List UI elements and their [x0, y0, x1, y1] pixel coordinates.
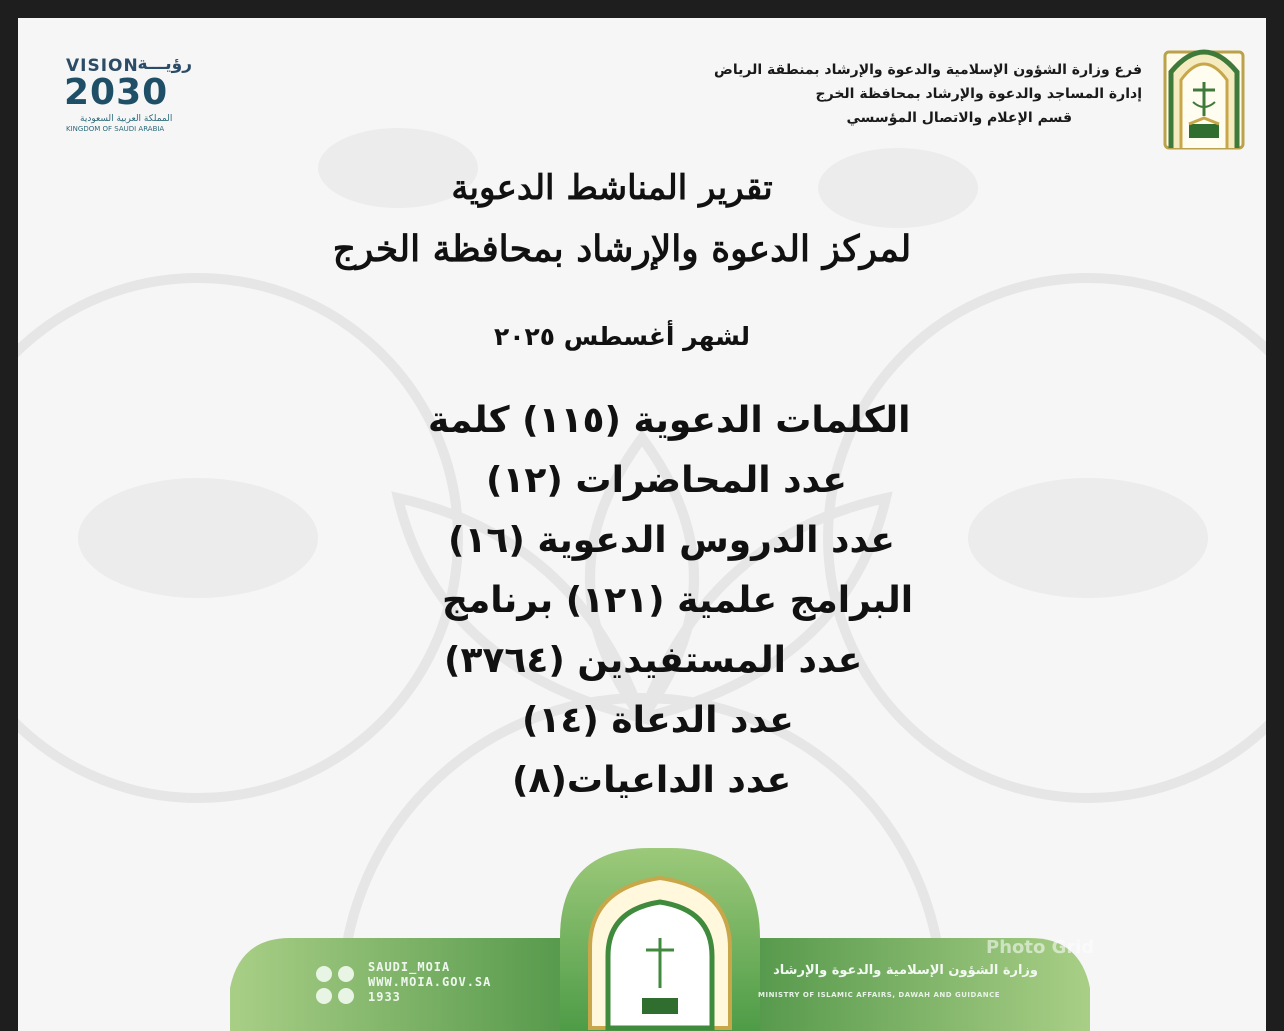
header-line-department: إدارة المساجد والدعوة والإرشاد بمحافظة الخرج	[815, 86, 1142, 102]
facebook-icon	[316, 988, 332, 1004]
footer-website: WWW.MOIA.GOV.SA	[368, 975, 492, 989]
header-line-section: قسم الإعلام والاتصال المؤسسي	[846, 110, 1072, 126]
vision-label: VISION	[66, 56, 139, 76]
app-watermark: Photo Grid	[986, 937, 1095, 958]
social-icons	[314, 964, 358, 1008]
vision-2030-logo	[62, 54, 192, 134]
stat-sermons: الكلمات الدعوية (١١٥) كلمة	[428, 400, 911, 441]
footer-contact	[368, 960, 491, 1005]
stat-programs: البرامج علمية (١٢١) برنامج	[442, 580, 914, 621]
vision-country-en: KINGDOM OF SAUDI ARABIA	[66, 125, 165, 133]
footer-ministry-ar: وزارة الشؤون الإسلامية والدعوة والإرشاد	[773, 963, 1038, 978]
stat-lectures: عدد المحاضرات (١٢)	[486, 460, 847, 501]
footer-banner	[230, 838, 1090, 1031]
instagram-icon	[316, 966, 332, 982]
stat-beneficiaries: عدد المستفيدين (٣٧٦٤)	[444, 640, 863, 681]
report-card	[18, 18, 1266, 1031]
footer-number: 1933	[368, 990, 401, 1004]
report-title: تقرير المناشط الدعوية	[451, 168, 773, 208]
vision-year: 2030	[64, 72, 169, 113]
whatsapp-icon	[338, 988, 354, 1004]
stat-female-preachers: عدد الداعيات(٨)	[512, 760, 792, 801]
header-line-branch: فرع وزارة الشؤون الإسلامية والدعوة والإرشاد بمنطقة الرياض	[714, 62, 1142, 78]
ministry-header	[682, 58, 1142, 130]
report-month: لشهر أغسطس ٢٠٢٥	[493, 322, 751, 351]
footer-ministry-en: MINISTRY OF ISLAMIC AFFAIRS, DAWAH AND GUIDANCE	[758, 991, 1001, 999]
footer-handle: SAUDI_MOIA	[368, 960, 451, 974]
report-subtitle: لمركز الدعوة والإرشاد بمحافظة الخرج	[332, 228, 912, 270]
vision-country-ar: المملكة العربية السعودية	[80, 114, 173, 124]
snapchat-icon	[338, 966, 354, 982]
stat-male-preachers: عدد الدعاة (١٤)	[522, 700, 794, 741]
vision-label-ar: رؤيـــة	[137, 54, 192, 74]
stat-lessons: عدد الدروس الدعوية (١٦)	[448, 520, 895, 561]
ministry-logo-icon	[1163, 32, 1245, 150]
